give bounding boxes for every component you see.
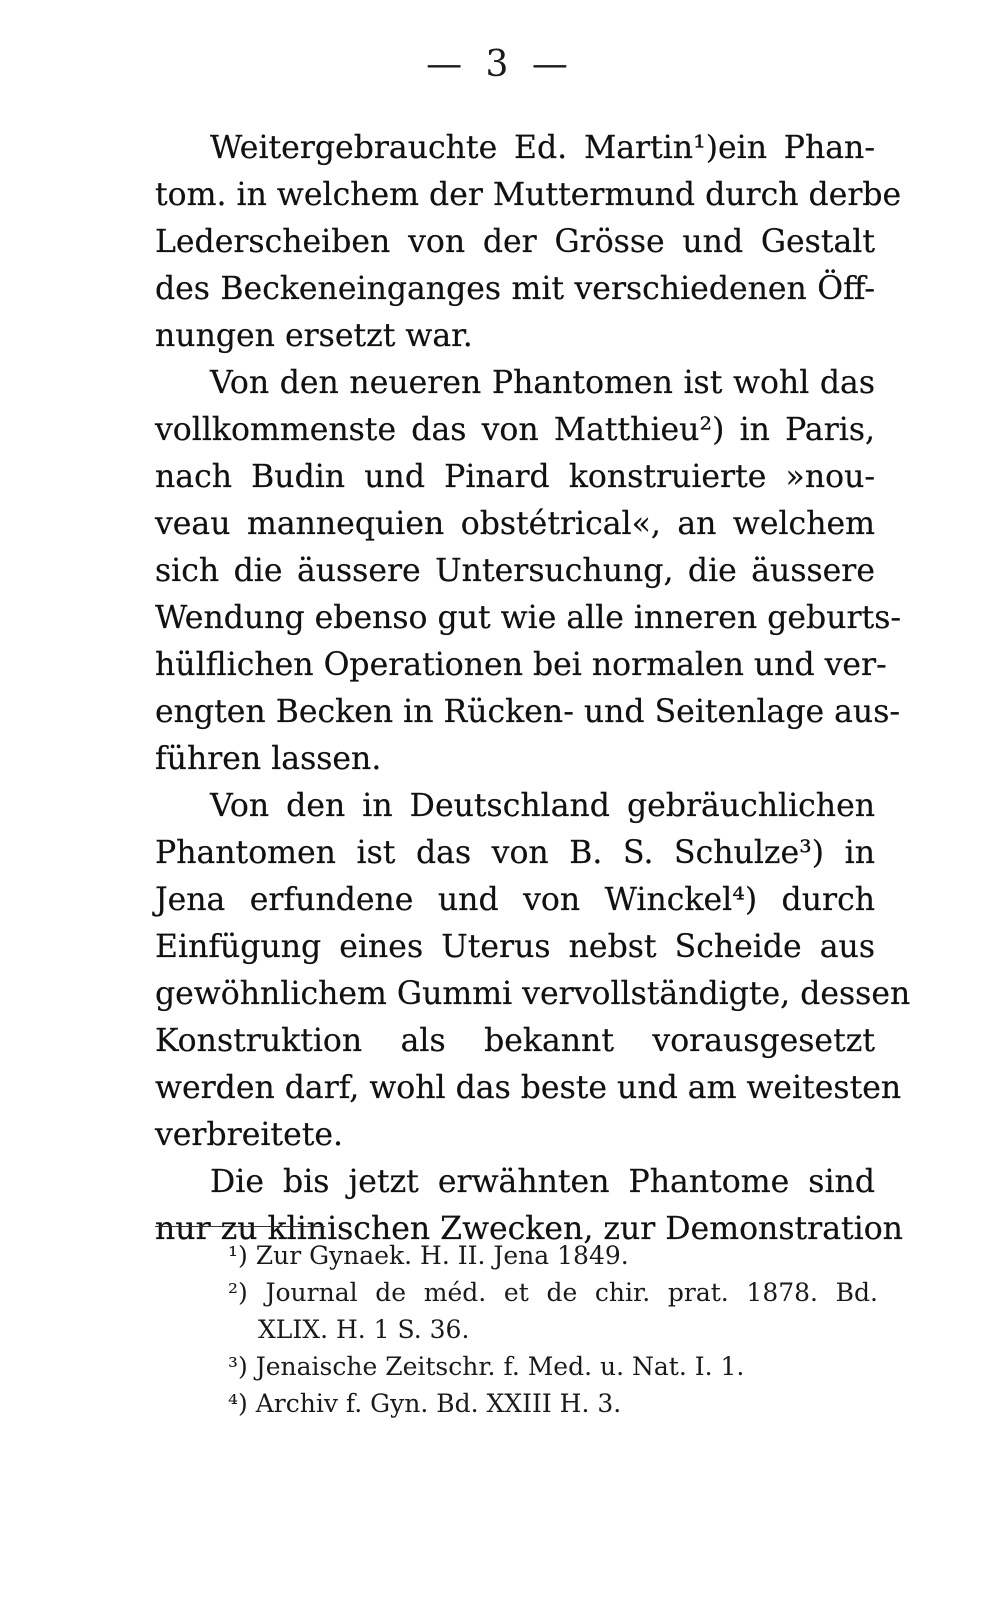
text-line: Von den neueren Phantomen ist wohl das	[210, 365, 875, 401]
text-line: Phantomen ist das von B. S. Schulze³) in	[155, 835, 875, 871]
text-line: Von den in Deutschland gebräuchlichen	[210, 788, 875, 824]
text-line: Jena erfundene und von Winckel⁴) durch	[155, 882, 875, 918]
text-line: Lederscheiben von der Grösse und Gestalt	[155, 224, 875, 260]
text-line: sich die äussere Untersuchung, die äussere	[155, 553, 875, 589]
text-line: veau mannequien obstétrical«, an welchem	[155, 506, 875, 542]
footnote-3: ³) Jenaische Zeitschr. f. Med. u. Nat. I. 1.	[228, 1352, 745, 1381]
text-line: nach Budin und Pinard konstruierte »nou-	[155, 459, 875, 495]
text-line: hülflichen Operationen bei normalen und ver-	[155, 647, 887, 683]
text-line: Konstruktion als bekannt vorausgesetzt	[155, 1023, 875, 1059]
footnotes	[228, 1237, 878, 1422]
body-text	[155, 125, 911, 1253]
text-line: Einfügung eines Uterus nebst Scheide aus	[155, 929, 875, 965]
footnote-4: ⁴) Archiv f. Gyn. Bd. XXIII H. 3.	[228, 1389, 622, 1418]
text-line: vollkommenste das von Matthieu²) in Paris,	[155, 412, 875, 448]
footnote-2: ²) Journal de méd. et de chir. prat. 1878. Bd.	[228, 1278, 878, 1307]
page-number-header: — 3 —	[426, 44, 574, 85]
footnote-separator-rule	[155, 1226, 325, 1227]
text-line: tom. in welchem der Muttermund durch derbe	[155, 177, 902, 213]
text-line: werden darf, wohl das beste und am weitesten	[155, 1070, 902, 1106]
footnote-1: ¹) Zur Gynaek. H. II. Jena 1849.	[228, 1241, 629, 1270]
text-line: Wendung ebenso gut wie alle inneren geburts-	[155, 600, 902, 636]
text-line: Weitergebrauchte Ed. Martin¹)ein Phan-	[210, 130, 875, 166]
text-line: nungen ersetzt war.	[155, 318, 473, 354]
footnote-2-continuation: XLIX. H. 1 S. 36.	[258, 1315, 470, 1344]
text-line: nur zu klinischen Zwecken, zur Demonstration	[155, 1211, 903, 1247]
text-line: gewöhnlichem Gummi vervollständigte, dessen	[155, 976, 911, 1012]
text-line: des Beckeneinganges mit verschiedenen Öff-	[155, 271, 875, 307]
text-line: verbreitete.	[155, 1117, 344, 1153]
text-line: führen lassen.	[155, 741, 382, 777]
text-line: engten Becken in Rücken- und Seitenlage aus-	[155, 694, 901, 730]
text-line: Die bis jetzt erwähnten Phantome sind	[210, 1164, 875, 1200]
